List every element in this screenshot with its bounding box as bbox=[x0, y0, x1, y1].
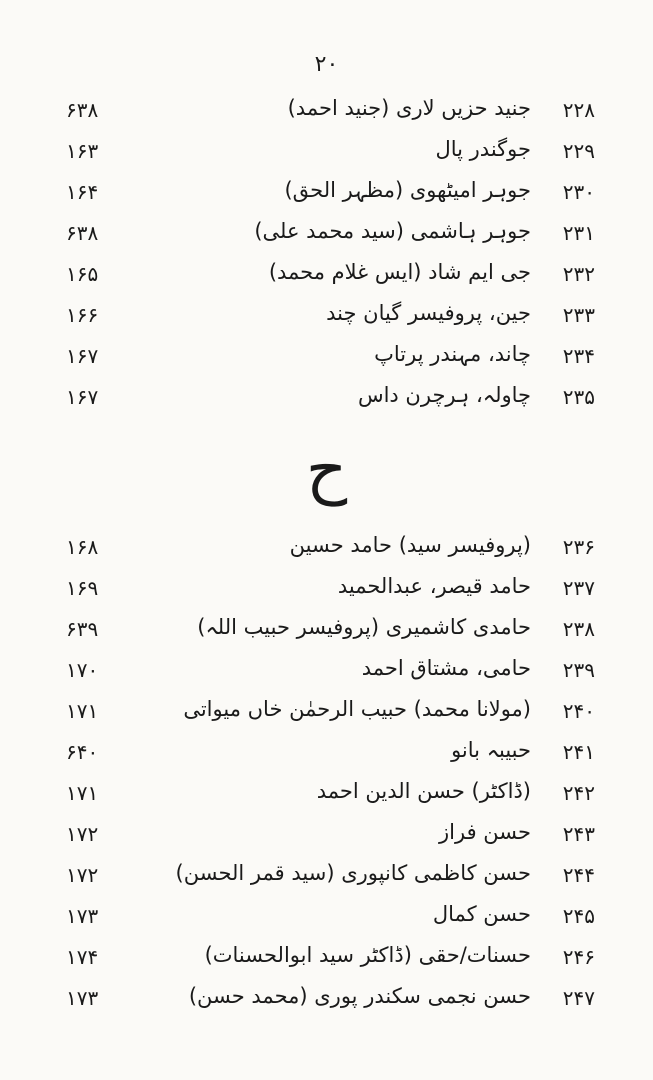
entry-name: (ڈاکٹر) حسن الدین احمد bbox=[316, 779, 531, 803]
index-entry bbox=[0, 533, 653, 569]
entry-page-number: ۱۶۵ bbox=[66, 262, 99, 286]
section-heading-letter: ح bbox=[305, 433, 348, 507]
entry-name: حسنات/حقی (ڈاکٹر سید ابوالحسنات) bbox=[204, 943, 531, 967]
entry-name: جی ایم شاد (ایس غلام محمد) bbox=[268, 260, 531, 284]
entry-name: جین، پروفیسر گیان چند bbox=[326, 301, 531, 325]
index-entry bbox=[0, 301, 653, 337]
index-entry bbox=[0, 984, 653, 1020]
entry-serial-number: ۲۴۱ bbox=[562, 740, 595, 764]
index-entry bbox=[0, 861, 653, 897]
entry-name: جوہر امیٹھوی (مظہر الحق) bbox=[284, 178, 531, 202]
entry-name: (مولانا محمد) حبیب الرحمٰن خاں میواتی bbox=[183, 697, 531, 721]
entry-page-number: ۱۷۱ bbox=[66, 781, 99, 805]
entry-serial-number: ۲۴۵ bbox=[562, 904, 595, 928]
entry-serial-number: ۲۳۵ bbox=[562, 385, 595, 409]
entry-serial-number: ۲۴۲ bbox=[562, 781, 595, 805]
entry-page-number: ۱۶۷ bbox=[66, 385, 99, 409]
entry-serial-number: ۲۴۰ bbox=[562, 699, 595, 723]
index-entry bbox=[0, 615, 653, 651]
entry-name: جوہر ہاشمی (سید محمد علی) bbox=[254, 219, 531, 243]
index-entry bbox=[0, 137, 653, 173]
entry-serial-number: ۲۴۷ bbox=[562, 986, 595, 1010]
entry-serial-number: ۲۳۳ bbox=[562, 303, 595, 327]
entry-page-number: ۱۷۲ bbox=[66, 863, 99, 887]
entry-name: حامدی کاشمیری (پروفیسر حبیب اللہ) bbox=[197, 615, 531, 639]
index-entry bbox=[0, 738, 653, 774]
entry-page-number: ۱۷۴ bbox=[66, 945, 99, 969]
index-entry bbox=[0, 219, 653, 255]
entry-page-number: ۱۶۸ bbox=[66, 535, 99, 559]
entry-page-number: ۱۶۳ bbox=[66, 139, 99, 163]
entry-page-number: ۱۷۳ bbox=[66, 904, 99, 928]
entry-page-number: ۱۷۲ bbox=[66, 822, 99, 846]
index-entry bbox=[0, 178, 653, 214]
entry-name: (پروفیسر سید) حامد حسین bbox=[289, 533, 531, 557]
entry-page-number: ۱۷۳ bbox=[66, 986, 99, 1010]
entry-serial-number: ۲۳۸ bbox=[562, 617, 595, 641]
entry-serial-number: ۲۲۹ bbox=[562, 139, 595, 163]
index-entry bbox=[0, 574, 653, 610]
index-entry bbox=[0, 342, 653, 378]
entry-serial-number: ۲۳۲ bbox=[562, 262, 595, 286]
entry-serial-number: ۲۴۳ bbox=[562, 822, 595, 846]
entry-name: چاند، مہندر پرتاپ bbox=[374, 342, 531, 366]
index-entry bbox=[0, 779, 653, 815]
entry-serial-number: ۲۴۴ bbox=[562, 863, 595, 887]
entry-serial-number: ۲۳۷ bbox=[562, 576, 595, 600]
entry-page-number: ۱۶۷ bbox=[66, 344, 99, 368]
entry-serial-number: ۲۳۱ bbox=[562, 221, 595, 245]
page-number: ۲۰ bbox=[314, 52, 339, 77]
entry-page-number: ۶۳۹ bbox=[66, 617, 99, 641]
entry-name: حسن نجمی سکندر پوری (محمد حسن) bbox=[188, 984, 531, 1008]
entry-name: حسن کاظمی کانپوری (سید قمر الحسن) bbox=[175, 861, 531, 885]
entry-name: حامد قیصر، عبدالحمید bbox=[337, 574, 531, 598]
index-entry bbox=[0, 902, 653, 938]
entry-serial-number: ۲۳۴ bbox=[562, 344, 595, 368]
entry-page-number: ۶۴۰ bbox=[66, 740, 99, 764]
index-entry bbox=[0, 656, 653, 692]
entry-name: جوگندر پال bbox=[435, 137, 531, 161]
index-entry bbox=[0, 96, 653, 132]
entry-name: حسن فراز bbox=[439, 820, 531, 844]
entry-serial-number: ۲۳۰ bbox=[562, 180, 595, 204]
entry-page-number: ۶۳۸ bbox=[66, 221, 99, 245]
entry-name: حسن کمال bbox=[432, 902, 531, 926]
index-entry bbox=[0, 697, 653, 733]
entry-page-number: ۱۷۰ bbox=[66, 658, 99, 682]
index-entry bbox=[0, 820, 653, 856]
entry-name: چاولہ، ہرچرن داس bbox=[357, 383, 531, 407]
entry-serial-number: ۲۲۸ bbox=[562, 98, 595, 122]
index-entry bbox=[0, 260, 653, 296]
entry-page-number: ۱۷۱ bbox=[66, 699, 99, 723]
entry-page-number: ۱۶۶ bbox=[66, 303, 99, 327]
entry-page-number: ۶۳۸ bbox=[66, 98, 99, 122]
entry-serial-number: ۲۴۶ bbox=[562, 945, 595, 969]
entry-page-number: ۱۶۹ bbox=[66, 576, 99, 600]
entry-name: حامی، مشتاق احمد bbox=[361, 656, 531, 680]
entry-serial-number: ۲۳۶ bbox=[562, 535, 595, 559]
index-entry bbox=[0, 943, 653, 979]
entry-page-number: ۱۶۴ bbox=[66, 180, 99, 204]
entry-serial-number: ۲۳۹ bbox=[562, 658, 595, 682]
entry-name: جنید حزیں لاری (جنید احمد) bbox=[287, 96, 531, 120]
entry-name: حبیبہ بانو bbox=[451, 738, 531, 762]
index-entry bbox=[0, 383, 653, 419]
